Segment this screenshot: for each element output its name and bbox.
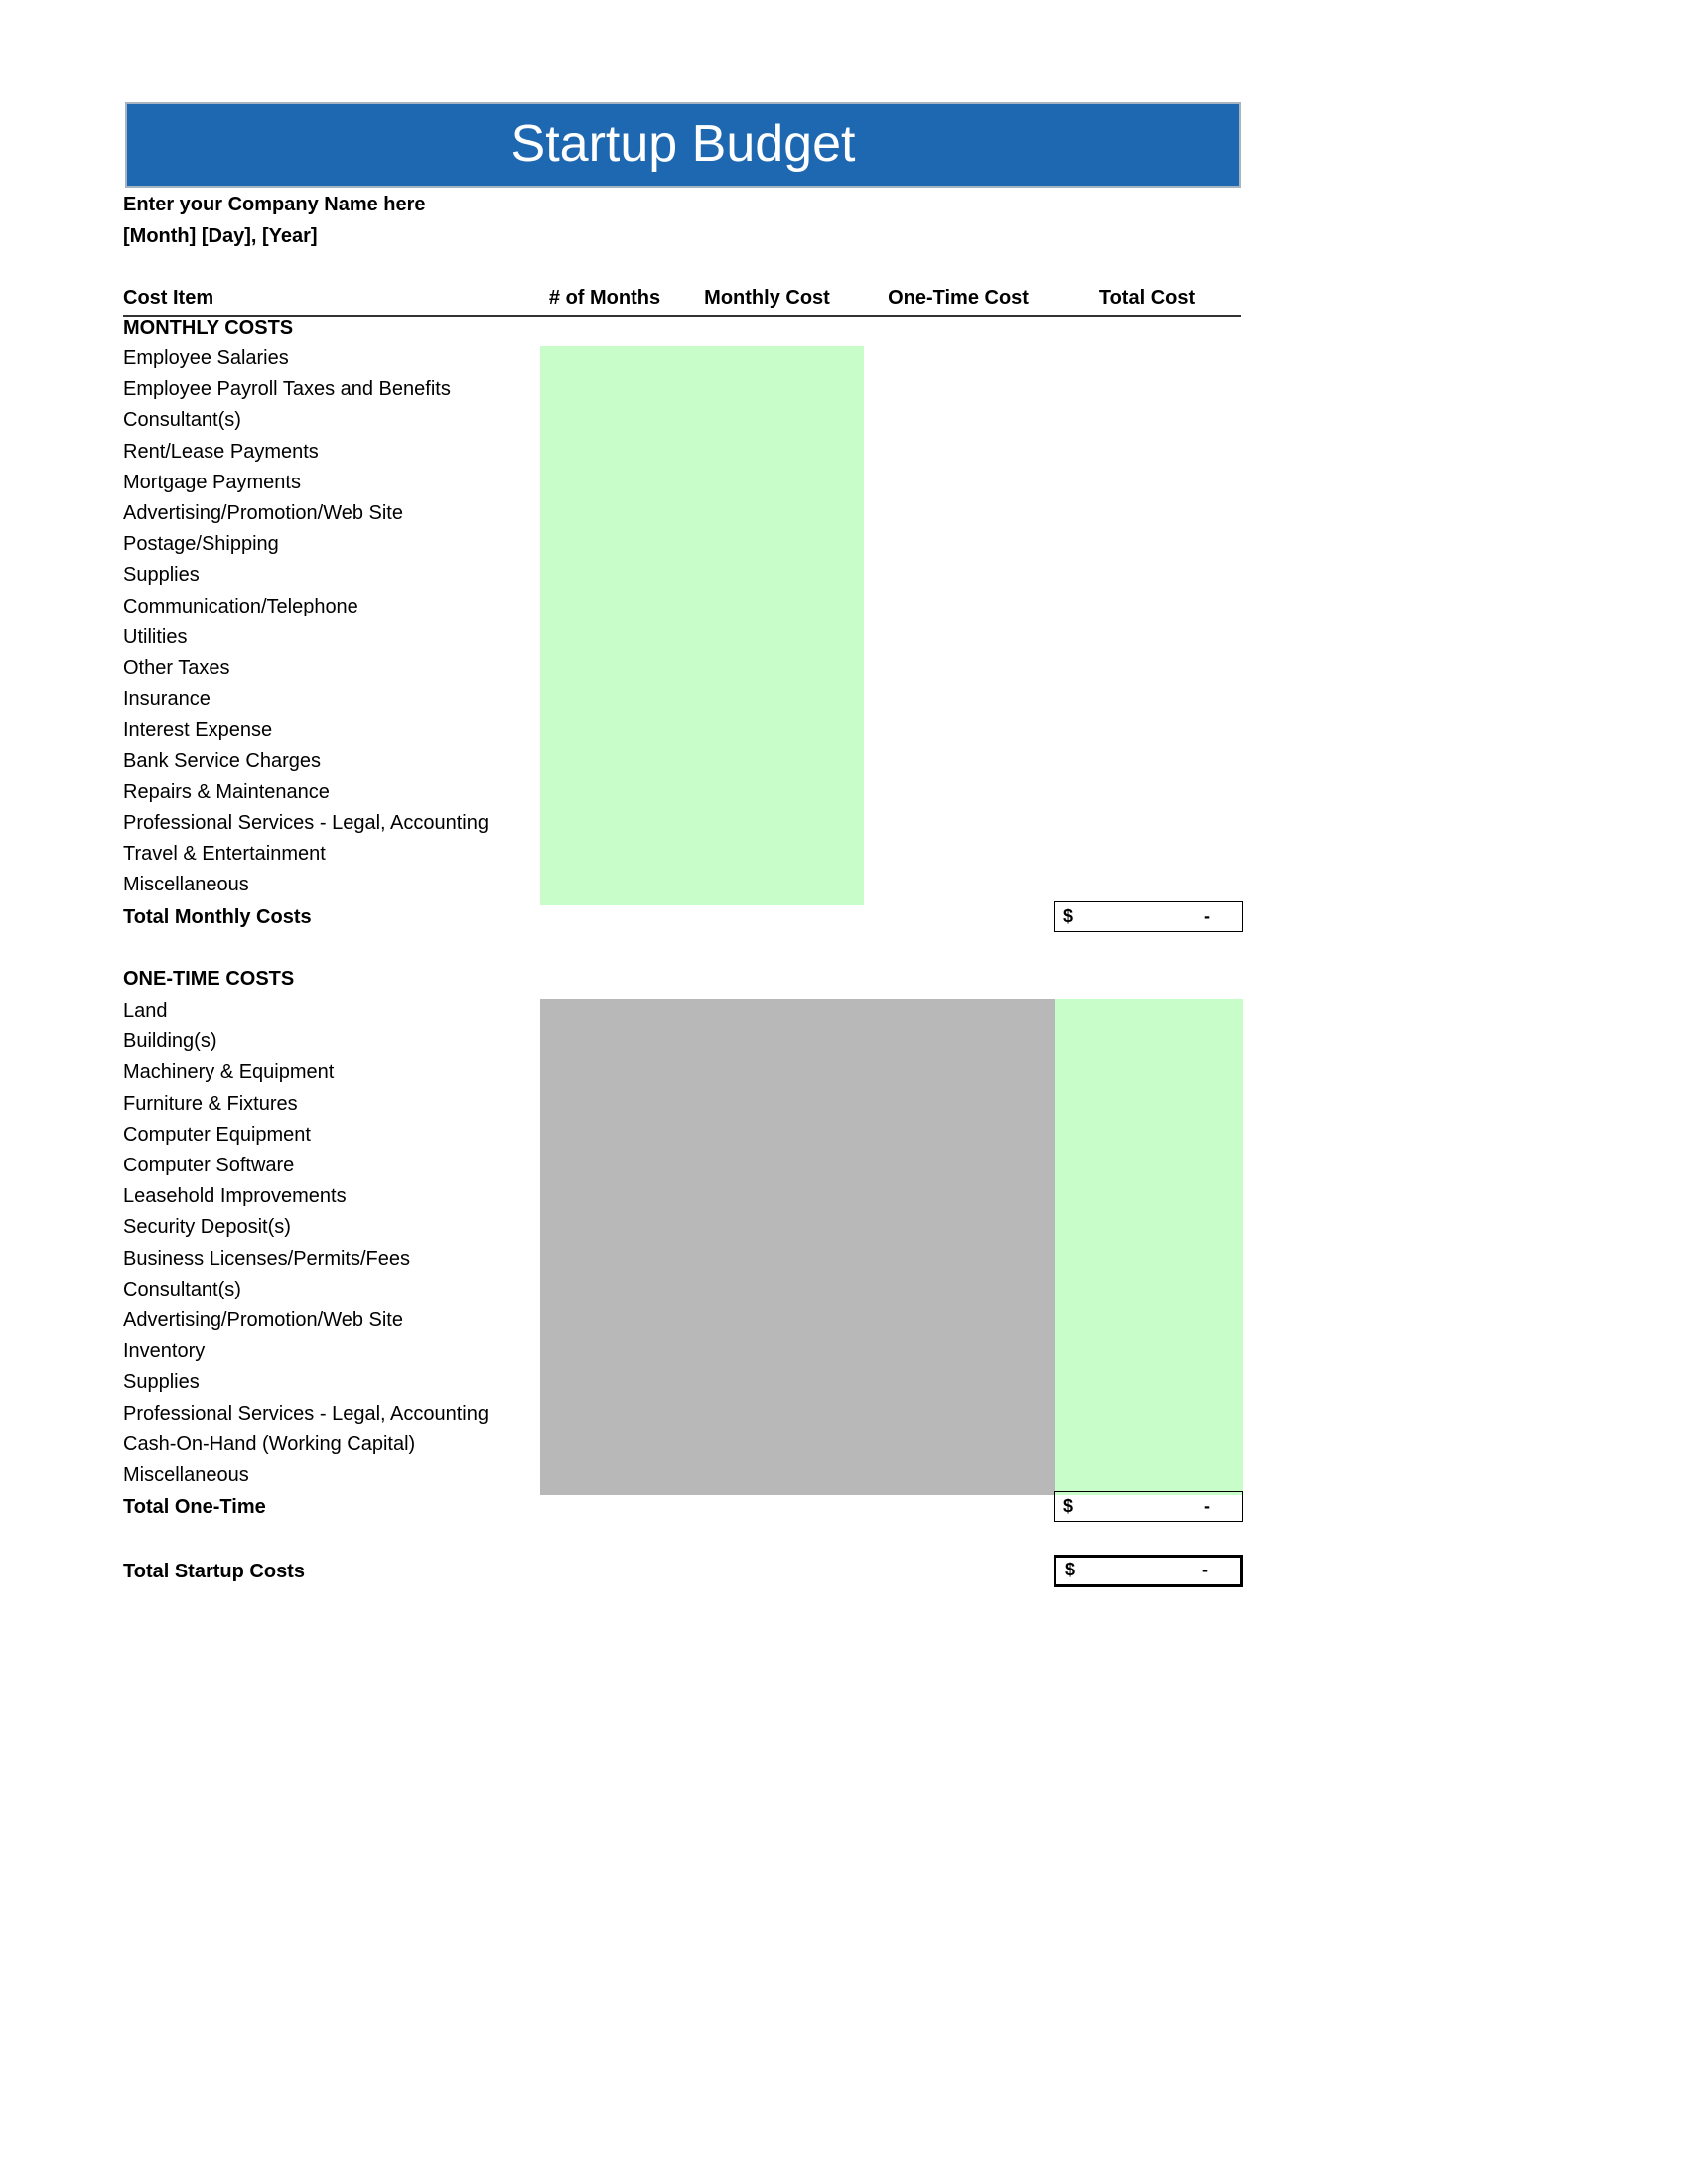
cost-item-label: Security Deposit(s) xyxy=(123,1216,291,1239)
cost-item-label: Rent/Lease Payments xyxy=(123,440,319,463)
section-heading-monthly: MONTHLY COSTS xyxy=(123,317,294,339)
cost-item-label: Cash-On-Hand (Working Capital) xyxy=(123,1433,416,1455)
cost-item-label: Supplies xyxy=(123,564,200,587)
cost-item-label: Business Licenses/Permits/Fees xyxy=(123,1247,411,1270)
total-startup-box xyxy=(1054,1555,1243,1587)
cost-item-label: Advertising/Promotion/Web Site xyxy=(123,1309,403,1331)
cost-item-label: Insurance xyxy=(123,688,211,711)
total-one-time-value: - xyxy=(1204,1496,1210,1516)
section-heading-one-time: ONE-TIME COSTS xyxy=(123,968,295,990)
cost-item-label: Supplies xyxy=(123,1371,200,1394)
cost-item-label: Consultant(s) xyxy=(123,409,241,432)
total-one-time-box xyxy=(1054,1491,1243,1522)
one-time-disabled-area xyxy=(540,999,1055,1495)
total-monthly-value: - xyxy=(1204,906,1210,926)
column-header-monthly-cost: Monthly Cost xyxy=(704,287,830,309)
cost-item-label: Professional Services - Legal, Accounting xyxy=(123,1402,489,1425)
total-monthly-label: Total Monthly Costs xyxy=(123,906,312,928)
cost-item-label: Utilities xyxy=(123,625,188,648)
cost-item-label: Other Taxes xyxy=(123,657,230,679)
total-startup-label: Total Startup Costs xyxy=(123,1561,305,1582)
cost-item-label: Consultant(s) xyxy=(123,1278,241,1300)
cost-item-label: Inventory xyxy=(123,1340,206,1363)
company-name-field[interactable]: Enter your Company Name here xyxy=(123,194,426,215)
cost-item-label: Computer Equipment xyxy=(123,1123,311,1146)
cost-item-label: Leasehold Improvements xyxy=(123,1185,347,1208)
column-header-cost-item: Cost Item xyxy=(123,287,214,309)
cost-item-label: Employee Salaries xyxy=(123,347,289,369)
total-one-time-label: Total One-Time xyxy=(123,1496,266,1518)
cost-item-label: Communication/Telephone xyxy=(123,595,358,617)
cost-item-label: Bank Service Charges xyxy=(123,750,321,772)
cost-item-label: Professional Services - Legal, Accounting xyxy=(123,812,489,834)
page-title: Startup Budget xyxy=(125,102,1241,188)
cost-item-label: Repairs & Maintenance xyxy=(123,780,330,803)
date-field[interactable]: [Month] [Day], [Year] xyxy=(123,225,318,247)
monthly-input-area[interactable] xyxy=(540,346,864,905)
currency-symbol: $ xyxy=(1063,1496,1074,1516)
currency-symbol: $ xyxy=(1065,1560,1076,1579)
cost-item-label: Interest Expense xyxy=(123,719,273,742)
cost-item-label: Miscellaneous xyxy=(123,874,249,896)
currency-symbol: $ xyxy=(1063,906,1074,926)
cost-item-label: Advertising/Promotion/Web Site xyxy=(123,502,403,524)
total-monthly-box xyxy=(1054,901,1243,932)
column-header-total-cost: Total Cost xyxy=(1098,287,1196,309)
cost-item-label: Miscellaneous xyxy=(123,1464,249,1486)
column-header-one-time-cost: One-Time Cost xyxy=(888,287,1029,309)
one-time-input-area[interactable] xyxy=(1055,999,1243,1495)
cost-item-label: Mortgage Payments xyxy=(123,471,301,493)
cost-item-label: Machinery & Equipment xyxy=(123,1061,335,1084)
cost-item-label: Employee Payroll Taxes and Benefits xyxy=(123,378,451,401)
cost-item-label: Postage/Shipping xyxy=(123,533,279,556)
cost-item-label: Travel & Entertainment xyxy=(123,843,326,866)
cost-item-label: Land xyxy=(123,1000,168,1022)
cost-item-label: Furniture & Fixtures xyxy=(123,1092,298,1115)
cost-item-label: Building(s) xyxy=(123,1030,217,1053)
column-header-months: # of Months xyxy=(548,287,661,309)
total-startup-value: - xyxy=(1202,1560,1208,1579)
cost-item-label: Computer Software xyxy=(123,1155,295,1176)
